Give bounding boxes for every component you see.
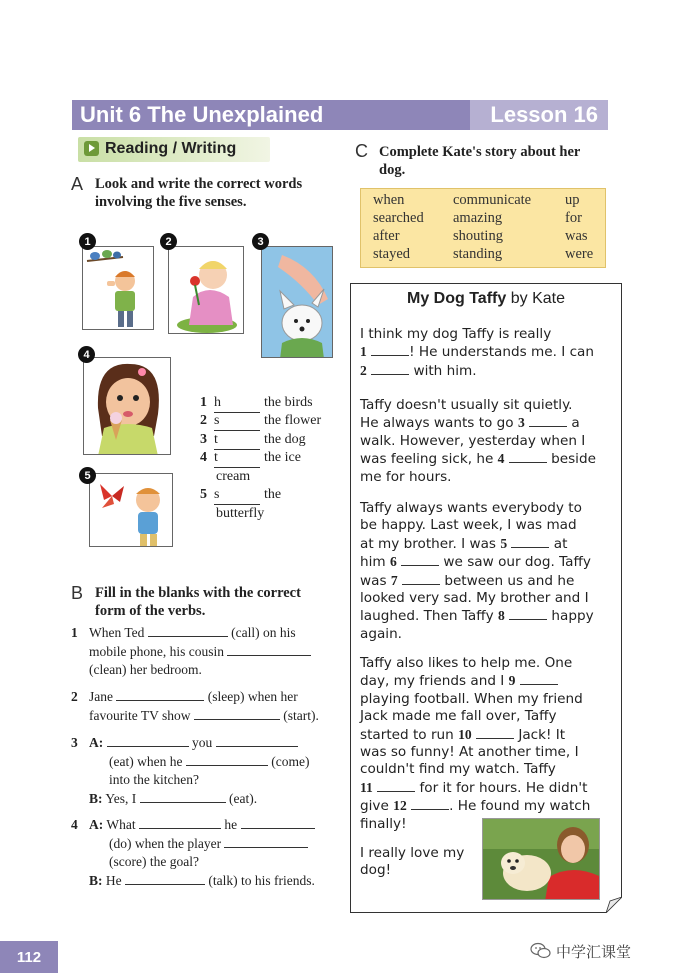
word-box-word: amazing [453, 210, 503, 226]
answer-blank[interactable] [194, 719, 280, 720]
answer-letter: s [214, 487, 220, 502]
boy-butterfly-illustration [90, 474, 173, 547]
answer-blank[interactable] [139, 828, 221, 829]
story-line: I think my dog Taffy is really [360, 326, 552, 342]
blank-number: 6 [389, 554, 397, 570]
instruction-line: dog. [379, 162, 406, 178]
story-line: happy [551, 608, 594, 625]
boy-birds-illustration [83, 247, 154, 330]
story-line: beside [551, 451, 596, 468]
word-box-word: up [565, 192, 580, 208]
item-text: the ice [264, 450, 301, 465]
speaker-label: B: [89, 872, 103, 888]
blank-number: 7 [390, 572, 398, 588]
instruction-line: form of the verbs. [95, 603, 206, 619]
story-line: day, my friends and I [360, 673, 505, 690]
picture-hear-birds [82, 246, 154, 330]
blank-number: 11 [360, 779, 373, 795]
question-text: Yes, I [105, 790, 137, 806]
question-b3 [71, 734, 341, 810]
sense-item-4-cont: cream [216, 469, 251, 484]
item-text: the dog [264, 432, 306, 447]
blank-number: 5 [500, 535, 508, 551]
question-number: 2 [71, 689, 78, 704]
question-text: (do) when the player [109, 835, 222, 851]
word-box-word: communicate [453, 192, 532, 208]
answer-letter: h [214, 395, 221, 410]
instruction-line: Fill in the blanks with the correct [95, 585, 301, 601]
story-line: was feeling sick, he [360, 451, 494, 468]
question-number: 4 [71, 817, 78, 832]
instruction-line: involving the five senses. [95, 194, 247, 210]
blank-number: 8 [497, 608, 505, 624]
word-box-word: were [565, 246, 594, 262]
blank-number: 4 [497, 451, 505, 467]
story-line: with him. [413, 362, 477, 379]
question-text: he [224, 817, 238, 832]
story-paragraph-2 [360, 397, 596, 486]
story-line: at [553, 535, 568, 552]
blank-number: 3 [517, 415, 525, 431]
item-number: 4 [200, 450, 207, 465]
lesson-bar [470, 100, 608, 130]
story-line: couldn't find my watch. Taffy [360, 761, 556, 778]
item-number: 2 [200, 413, 207, 428]
picture-taste-ice-cream [83, 357, 171, 455]
answer-letter: t [214, 432, 218, 447]
answer-blank[interactable] [140, 802, 226, 803]
word-box-word: shouting [453, 228, 503, 244]
picture-number-badge: 4 [78, 346, 95, 363]
answer-letter: s [214, 413, 220, 428]
section-a-letter: A [71, 174, 84, 194]
story-blank[interactable] [520, 684, 558, 685]
question-text: (start). [283, 707, 319, 723]
section-b-letter: B [71, 583, 84, 603]
story-line: I really love my [360, 845, 465, 861]
girl-flower-illustration [169, 247, 244, 334]
item-number: 3 [200, 432, 207, 447]
story-line: Jack made me fall over, Taffy [360, 708, 557, 725]
story-line: for it for hours. He didn't [419, 779, 588, 796]
word-box [360, 188, 606, 268]
blank-number: 2 [360, 362, 367, 378]
story-blank[interactable] [402, 584, 440, 585]
answer-blank[interactable] [125, 884, 205, 885]
section-c-letter: C [355, 141, 368, 161]
question-text: favourite TV show [89, 707, 191, 723]
question-text: (score) the goal? [109, 854, 199, 869]
blank-number: 9 [508, 673, 516, 689]
story-line: Jack! It [518, 726, 566, 743]
question-text: When Ted [89, 625, 145, 640]
answer-blank[interactable] [214, 485, 260, 505]
instruction-line: Look and write the correct words [95, 176, 303, 192]
story-blank[interactable] [511, 547, 549, 548]
story-blank[interactable] [509, 619, 547, 620]
unit-header-bar [72, 100, 608, 130]
answer-letter: t [214, 450, 218, 465]
question-b4 [71, 816, 341, 892]
question-text: into the kitchen? [109, 772, 199, 787]
story-paragraph-4 [360, 655, 590, 833]
answer-blank[interactable] [227, 655, 311, 656]
play-icon [84, 141, 99, 156]
page-curl-icon [606, 897, 622, 913]
story-line: at my brother. I was [360, 535, 496, 552]
reading-writing-tab [78, 137, 270, 162]
question-text: What [106, 817, 136, 832]
story-line: looked very sad. My brother and I [360, 590, 589, 607]
story-line: me for hours. [360, 468, 452, 485]
sense-item-5-cont: butterfly [216, 506, 265, 521]
story-line: between us and he [444, 572, 575, 589]
word-box-word: when [373, 192, 405, 208]
story-paragraph-3 [360, 500, 594, 643]
picture-see-butterfly [89, 473, 173, 547]
sense-item-4 [200, 448, 301, 468]
story-line: was so funny! At another time, I [360, 744, 579, 761]
word-box-word: for [565, 210, 582, 226]
question-text: (clean) her bedroom. [89, 662, 202, 677]
answer-blank[interactable] [107, 746, 189, 747]
story-line: we saw our dog. Taffy [443, 554, 591, 571]
story-line: He always wants to go [360, 415, 514, 432]
answer-blank[interactable] [214, 411, 260, 431]
answer-blank[interactable] [148, 636, 228, 637]
sense-item-3 [200, 430, 306, 450]
answer-blank[interactable] [214, 393, 260, 413]
story-blank[interactable] [509, 462, 547, 463]
picture-number-badge: 2 [160, 233, 177, 250]
story-line: was [360, 572, 387, 589]
story-paragraph-1 [360, 326, 594, 380]
story-blank[interactable] [371, 374, 409, 375]
item-number: 5 [200, 487, 207, 502]
question-text: (eat). [229, 790, 258, 806]
story-blank[interactable] [476, 738, 514, 739]
story-blank[interactable] [371, 355, 409, 356]
story-line: started to run [360, 726, 454, 743]
skill-label: Reading / Writing [105, 140, 237, 157]
picture-touch-dog [261, 246, 333, 358]
story-line: playing football. When my friend [360, 690, 583, 707]
item-text: the flower [264, 413, 322, 428]
sense-item-5 [200, 485, 281, 505]
sense-item-2 [200, 411, 321, 431]
section-b-instruction [95, 584, 301, 620]
item-text: the birds [264, 395, 313, 410]
word-box-word: after [373, 228, 400, 244]
lesson-title: Lesson 16 [490, 102, 598, 127]
question-text: Jane [89, 689, 113, 704]
question-text: (call) on his [231, 625, 296, 640]
word-box-word: stayed [373, 246, 411, 262]
answer-blank[interactable] [241, 828, 315, 829]
answer-blank[interactable] [214, 430, 260, 450]
story-blank[interactable] [377, 791, 415, 792]
girl-dog-photo [483, 819, 600, 900]
story-line: laughed. Then Taffy [360, 608, 494, 625]
story-line: Taffy doesn't usually sit quietly. [360, 397, 573, 413]
question-number: 1 [71, 625, 78, 640]
section-c-instruction [379, 143, 580, 179]
story-line: him [360, 554, 386, 571]
answer-blank[interactable] [224, 847, 308, 848]
question-b1 [71, 624, 341, 684]
page-number: 112 [0, 941, 58, 973]
sense-item-1 [200, 393, 313, 413]
hand-dog-illustration [262, 247, 333, 358]
speaker-label: A: [89, 817, 104, 832]
story-paragraph-5 [360, 845, 464, 880]
story-line: a [571, 415, 580, 432]
question-text: mobile phone, his cousin [89, 643, 224, 659]
story-blank[interactable] [401, 565, 439, 566]
story-line: finally! [360, 815, 407, 832]
question-text: (eat) when he [109, 753, 183, 769]
question-text: (talk) to his friends. [208, 872, 315, 888]
story-line: . He found my watch [449, 798, 591, 815]
picture-number-badge: 1 [79, 233, 96, 250]
blank-number: 10 [458, 726, 472, 742]
story-blank[interactable] [411, 809, 449, 810]
speaker-label: B: [89, 790, 103, 806]
story-author: by Kate [510, 290, 565, 307]
item-text: the [264, 487, 282, 502]
picture-smell-flower [168, 246, 244, 334]
answer-blank[interactable] [186, 765, 268, 766]
photo-girl-with-dog [482, 818, 600, 900]
girl-ice-cream-illustration [84, 358, 171, 455]
picture-number-badge: 5 [79, 467, 96, 484]
picture-number-badge: 3 [252, 233, 269, 250]
story-title-line [351, 290, 621, 308]
word-box-word: standing [453, 246, 503, 262]
story-line: be happy. Last week, I was mad [360, 517, 577, 534]
blank-number: 1 [360, 344, 367, 360]
question-text: (sleep) when her [207, 689, 298, 704]
unit-title: Unit 6 The Unexplained [80, 102, 324, 127]
story-blank[interactable] [529, 426, 567, 427]
watermark-text: 中学汇课堂 [556, 944, 632, 961]
word-box-word: was [565, 228, 588, 244]
story-line: again. [360, 625, 403, 642]
story-line: dog! [360, 862, 392, 879]
blank-number: 12 [393, 798, 407, 814]
instruction-line: Complete Kate's story about her [379, 144, 581, 160]
question-number: 3 [71, 735, 78, 750]
answer-blank[interactable] [214, 448, 260, 468]
question-text: (come) [271, 753, 310, 769]
story-line: Taffy always wants everybody to [360, 500, 582, 516]
wechat-icon [530, 942, 552, 960]
section-a-instruction [95, 175, 302, 211]
story-line: ! He understands me. I can [409, 344, 595, 361]
item-number: 1 [200, 395, 207, 410]
answer-blank[interactable] [116, 700, 204, 701]
story-line: Taffy also likes to help me. One [360, 655, 573, 671]
story-title: My Dog Taffy [407, 290, 507, 307]
answer-blank[interactable] [216, 746, 298, 747]
word-box-word: searched [373, 210, 424, 226]
question-text: you [192, 735, 213, 750]
question-text: He [105, 872, 122, 888]
story-line: give [360, 798, 389, 815]
question-b2 [71, 688, 341, 728]
speaker-label: A: [89, 735, 104, 750]
story-line: walk. However, yesterday when I [360, 432, 586, 449]
